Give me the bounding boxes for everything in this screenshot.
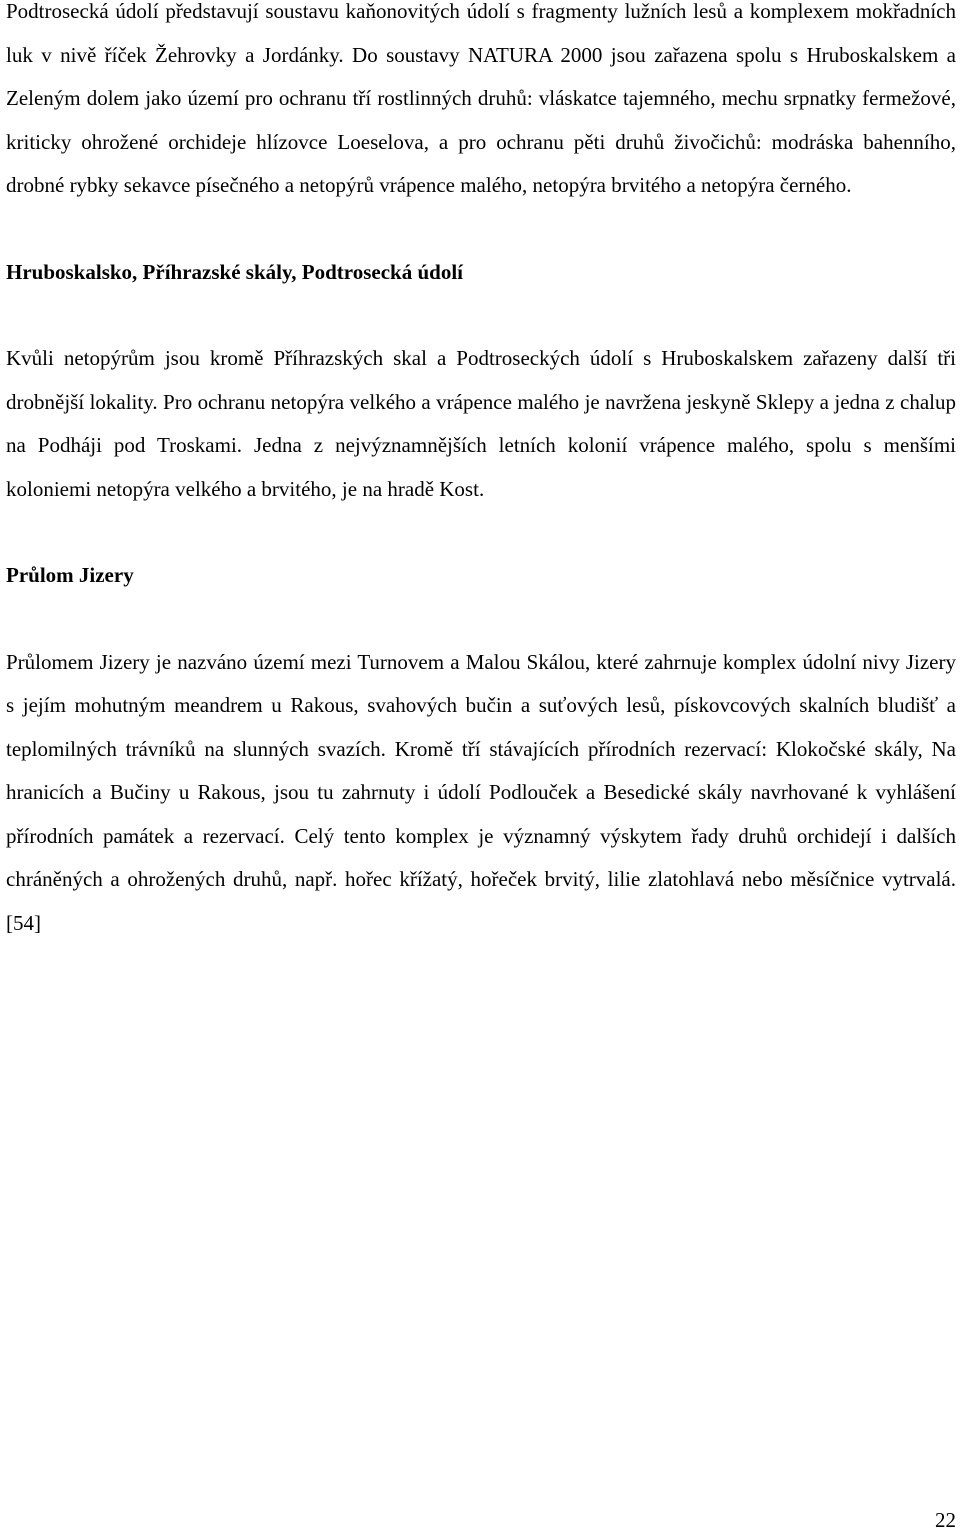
section-heading-hruboskalsko: Hruboskalsko, Příhrazské skály, Podtrosecká údolí (6, 259, 464, 284)
page-number: 22 (935, 1508, 956, 1532)
paragraph-prulom-jizery: Průlomem Jizery je nazváno území mezi Turnovem a Malou Skálou, které zahrnuje komplex údolní nivy Jizery s jejím mohutným meandrem u Rakous, svahových bučin a suťových lesů, pískovcových skalních bludišť a teplomilných trávníků na slunných svazích. Kromě tří stávajících přírodních rezervací: Klokočské skály, Na hranicích a Bučiny u Rakous, jsou tu zahrnuty i údolí Podlouček a Besedické skály navrhované k vyhlášení přírodních památek a rezervací. Celý tento komplex je významný výskytem řady druhů orchidejí i dalších chráněných a ohrožených druhů, např. hořec křížatý, hořeček brvitý, lilie zlatohlavá nebo měsíčnice vytrvalá.[54] (6, 649, 956, 935)
paragraph-netopyri-lokality: Kvůli netopýrům jsou kromě Příhrazských skal a Podtroseckých údolí s Hruboskalskem zařazeny další tři drobnější lokality. Pro ochranu netopýra velkého a vrápence malého je navržena jeskyně Sklepy a jedna z chalup na Podháji pod Troskami. Jedna z nejvýznamnějších letních kolonií vrápence malého, spolu s menšími koloniemi netopýra velkého a brvitého, je na hradě Kost. (6, 346, 956, 501)
document-page (6, 0, 956, 945)
paragraph-podtrosecka-udoli: Podtrosecká údolí představují soustavu kaňonovitých údolí s fragmenty lužních lesů a komplexem mokřadních luk v nivě říček Žehrovky a Jordánky. Do soustavy NATURA 2000 jsou zařazena spolu s Hruboskalskem a Zeleným dolem jako území pro ochranu tří rostlinných druhů: vláskatce tajemného, mechu srpnatky fermežové, kriticky ohrožené orchideje hlízovce Loeselova, a pro ochranu pěti druhů živočichů: modráska bahenního, drobné rybky sekavce písečného a netopýrů vrápence malého, netopýra brvitého a netopýra černého. (6, 0, 956, 197)
section-heading-prulom-jizery: Průlom Jizery (6, 563, 134, 587)
